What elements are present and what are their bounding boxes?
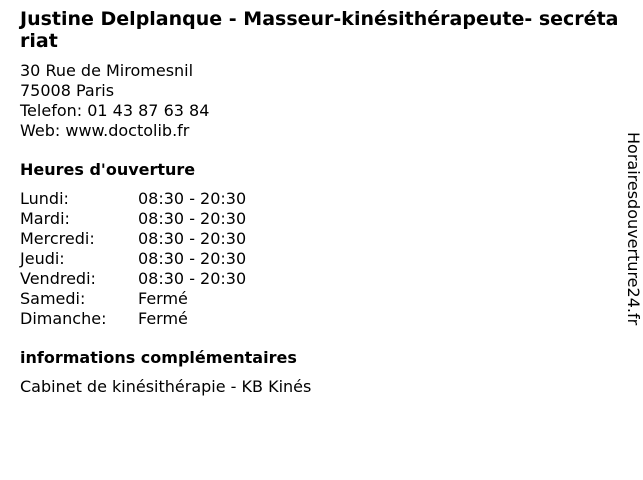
business-title: Justine Delplanque - Masseur-kinésithérapeute- secrétariat (20, 8, 619, 52)
hours-day: Jeudi: (20, 249, 65, 268)
contact-block (20, 61, 620, 141)
phone-number: Telefon: 01 43 87 63 84 (20, 101, 210, 120)
site-brand-vertical: Horairesdouverture24.fr (624, 132, 643, 326)
opening-hours-table (20, 189, 620, 329)
additional-info-heading: informations complémentaires (20, 348, 297, 367)
hours-day: Mercredi: (20, 229, 95, 248)
hours-time: 08:30 - 20:30 (138, 249, 247, 268)
hours-time: 08:30 - 20:30 (138, 269, 247, 288)
hours-day: Lundi: (20, 189, 69, 208)
hours-day: Mardi: (20, 209, 70, 228)
hours-time: Fermé (138, 289, 188, 308)
hours-row-lundi (20, 189, 620, 209)
business-card (20, 8, 620, 397)
website-link[interactable]: Web: www.doctolib.fr (20, 121, 190, 140)
hours-time: 08:30 - 20:30 (138, 209, 247, 228)
hours-time: Fermé (138, 309, 188, 328)
hours-time: 08:30 - 20:30 (138, 189, 247, 208)
city-postal: 75008 Paris (20, 81, 115, 100)
hours-day: Samedi: (20, 289, 86, 308)
hours-row-mardi (20, 209, 620, 229)
hours-day: Vendredi: (20, 269, 96, 288)
hours-row-mercredi (20, 229, 620, 249)
hours-row-samedi (20, 289, 620, 309)
hours-time: 08:30 - 20:30 (138, 229, 247, 248)
hours-row-jeudi (20, 249, 620, 269)
hours-row-dimanche (20, 309, 620, 329)
opening-hours-heading: Heures d'ouverture (20, 160, 196, 179)
hours-day: Dimanche: (20, 309, 107, 328)
hours-row-vendredi (20, 269, 620, 289)
street-address: 30 Rue de Miromesnil (20, 61, 194, 80)
additional-info-text: Cabinet de kinésithérapie - KB Kinés (20, 377, 312, 396)
